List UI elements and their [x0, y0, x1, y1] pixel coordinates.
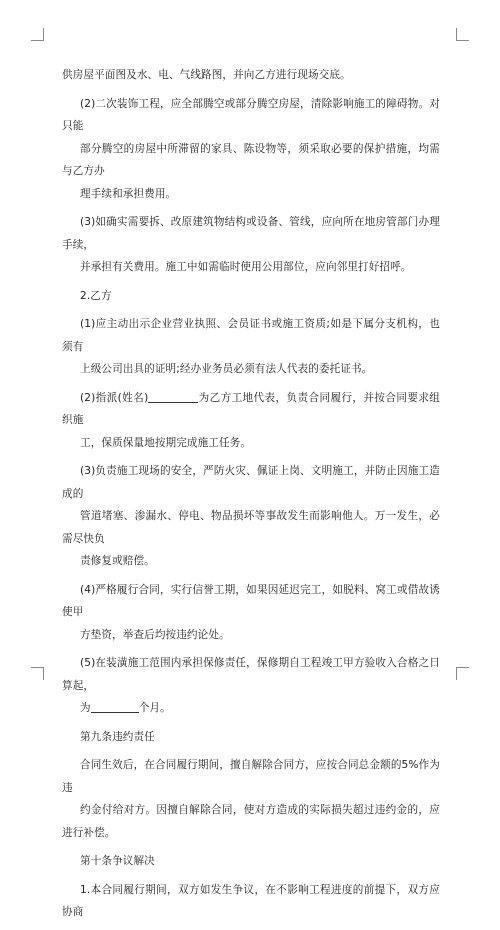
section-heading-10: 第十条争议解决	[80, 855, 155, 867]
paragraph-site-representative	[62, 387, 440, 455]
text-line: 并承担有关费用。施工中如需临时使用公用部位，应向邻里打好招呼。	[80, 261, 412, 273]
paragraph	[62, 579, 440, 647]
text-line: (3)负责施工现场的安全，严防火灾、佩证上岗、文明施工，并防止因施工造成的	[62, 465, 440, 500]
text-line: 管道堵塞、渗漏水、停电、物品损坏等事故发生而影响他人。万一发生，必需尽快负	[62, 510, 440, 545]
text-line: (1)应主动出示企业营业执照、会员证书或施工资质;如是下属分支机构，也须有	[62, 318, 440, 353]
paragraph	[62, 313, 440, 381]
text-line: (3)如确实需要拆、改原建筑物结构或设备、管线，应向所在地房管部门办理手续，	[62, 216, 440, 251]
crop-mark-bottom-right	[456, 667, 469, 680]
paragraph	[62, 285, 440, 308]
warranty-pre: 为	[80, 702, 91, 714]
text-line: 理手续和承担费用。	[80, 187, 177, 200]
text-line: 方垫资，举查后均按违约论处。	[80, 628, 230, 641]
text-line: 约金付给对方。因擅自解除合同，使对方造成的实际损失超过违约金的，应进行补偿。	[62, 804, 440, 839]
warranty-line-1: (5)在装潢施工范围内承担保修责任，保修期自工程竣工甲方验收入合格之日算起，	[62, 657, 440, 692]
paragraph	[62, 64, 440, 87]
assign-post: 为乙方工地代表，负责合同履行，并按合同要求组织施	[62, 391, 441, 426]
assign-pre: (2)指派(姓名)	[80, 391, 149, 404]
text-line: 责修复或赔偿。	[80, 555, 155, 567]
crop-mark-top-right	[456, 28, 469, 41]
text-line: (2)二次装饰工程，应全部腾空或部分腾空房屋，清除影响施工的障碍物。对只能	[62, 97, 440, 132]
text-line: 供房屋平面图及水、电、气线路图，并向乙方进行现场交底。	[62, 69, 351, 81]
warranty-post: 个月。	[138, 702, 171, 714]
crop-mark-bottom-left	[31, 667, 44, 680]
text-line: 上级公司出具的证明;经办业务员必须有法人代表的委托证书。	[80, 363, 373, 375]
paragraph	[62, 460, 440, 573]
name-blank	[148, 390, 198, 403]
paragraph	[62, 93, 440, 206]
text-line: 部分腾空的房屋中所滞留的家具、陈设物等，须采取必要的保护措施，均需与乙方办	[62, 142, 440, 177]
document-body	[62, 64, 440, 930]
section-heading-9: 第九条违约责任	[80, 730, 155, 743]
paragraph	[62, 754, 440, 844]
crop-mark-top-left	[31, 28, 44, 41]
text-line: (4)严格履行合同，实行信誉工期，如果因延迟完工，如脱料、窝工或借故诱使甲	[62, 583, 440, 618]
paragraph	[62, 879, 440, 924]
paragraph-warranty	[62, 652, 440, 720]
assign-line-2: 工，保质保量地按期完成施工任务。	[80, 436, 252, 449]
text-line: 1.本合同履行期间，双方如发生争议，在不影响工程进度的前提下，双方应协商	[62, 883, 440, 918]
text-line: 2.乙方	[80, 289, 112, 302]
paragraph	[62, 211, 440, 279]
text-line: 合同生效后，在合同履行期间，擅自解除合同方，应按合同总金额的5%作为违	[62, 759, 440, 794]
